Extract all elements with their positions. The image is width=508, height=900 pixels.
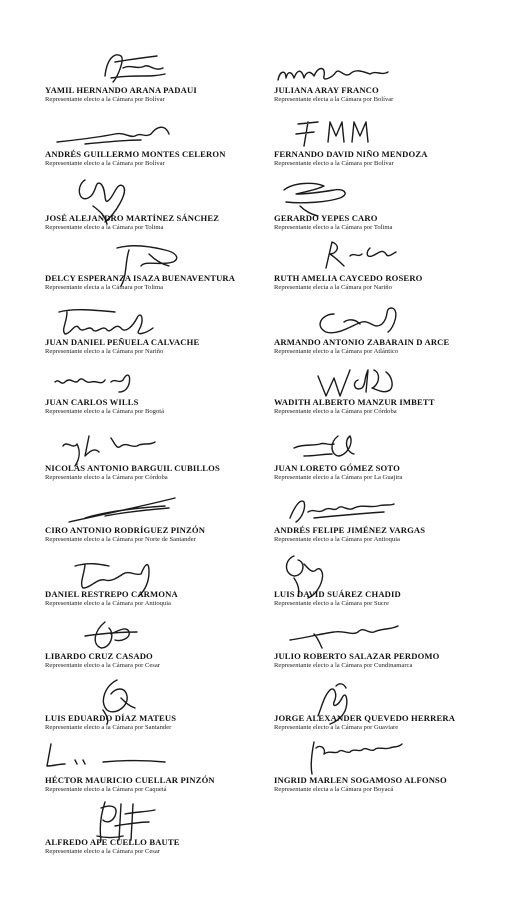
signatory-block (274, 300, 499, 360)
signatory-name: YAMIL HERNANDO ARANA PADAUI (45, 85, 197, 95)
signatory-name: HÉCTOR MAURICIO CUELLAR PINZÓN (45, 775, 215, 785)
signatory-block (45, 738, 270, 798)
signatory-block (274, 48, 499, 108)
signatory-name: LUIS EDUARDO DÍAZ MATEUS (45, 713, 177, 723)
signatory-block (45, 426, 270, 486)
signatory-role: Representante electo a la Cámara por Norte de Santander (45, 536, 196, 543)
signatory-role: Representante electo a la Cámara por Atlántico (274, 348, 399, 355)
signatory-block (45, 300, 270, 360)
signatory-name: ANDRÉS FELIPE JIMÉNEZ VARGAS (274, 525, 426, 535)
signatory-name: FERNANDO DAVID NIÑO MENDOZA (274, 149, 428, 159)
signatory-role: Representante electo a la Cámara por Bolívar (45, 160, 165, 167)
signatory-block (45, 800, 270, 860)
signatory-name: LIBARDO CRUZ CASADO (45, 651, 153, 661)
signatory-role: Representante electo a la Cámara por Caquetá (45, 786, 167, 793)
signatory-role: Representante electo a la Cámara por Santander (45, 724, 172, 731)
signatory-block (45, 676, 270, 736)
signatory-name: LUIS DAVID SUÁREZ CHADID (274, 589, 401, 599)
signatory-block (274, 676, 499, 736)
signatory-block (45, 552, 270, 612)
signatory-role: Representante electo a la Cámara por Córdoba (274, 408, 397, 415)
signatory-role: Representante electo a la Cámara por Bolívar (45, 96, 165, 103)
signatory-block (274, 236, 499, 296)
signatory-name: NICOLÁS ANTONIO BARGUIL CUBILLOS (45, 463, 220, 473)
signatory-name: DELCY ESPERANZA ISAZA BUENAVENTURA (45, 273, 236, 283)
signatory-role: Representante electo a la Cámara por Cundinamarca (274, 662, 413, 669)
signatory-name: INGRID MARLEN SOGAMOSO ALFONSO (274, 775, 447, 785)
signatory-block (45, 236, 270, 296)
signatory-name: ANDRÉS GUILLERMO MONTES CELERON (45, 149, 226, 159)
signatory-role: Representante electa a la Cámara por Boyacá (274, 786, 394, 793)
signatory-role: Representante electa a la Cámara por Tolima (45, 284, 164, 291)
signatory-role: Representante electo a la Cámara por Tolima (45, 224, 164, 231)
signatory-name: RUTH AMELIA CAYCEDO ROSERO (274, 273, 423, 283)
signatory-name: JUAN LORETO GÓMEZ SOTO (274, 463, 400, 473)
signatory-role: Representante electo a la Cámara por Antioquia (274, 536, 400, 543)
signatory-block (274, 112, 499, 172)
signatory-role: Representante electo a la Cámara por Sucre (274, 600, 389, 607)
signatory-role: Representante electo a la Cámara por Cesar (45, 662, 160, 669)
signatory-role: Representante electo a la Cámara por Córdoba (45, 474, 168, 481)
signatory-name: JULIANA ARAY FRANCO (274, 85, 379, 95)
signatory-block (274, 176, 499, 236)
signatory-block (274, 552, 499, 612)
signatory-block (45, 488, 270, 548)
signatory-name: JOSÉ ALEJANDRO MARTÍNEZ SÁNCHEZ (45, 213, 220, 223)
signatory-name: JULIO ROBERTO SALAZAR PERDOMO (274, 651, 440, 661)
signatory-block (274, 738, 499, 798)
signatory-role: Representante electa a la Cámara por Nariño (274, 284, 392, 291)
signatory-role: Representante electa a la Cámara por Bolívar (274, 96, 394, 103)
signatory-block (45, 48, 270, 108)
signatory-name: JUAN CARLOS WILLS (45, 397, 139, 407)
signatory-block (45, 112, 270, 172)
signatory-name: ALFREDO APE CUELLO BAUTE (45, 837, 180, 847)
signatory-block (274, 360, 499, 420)
signatory-name: JORGE ALEXANDER QUEVEDO HERRERA (274, 713, 456, 723)
signatory-role: Representante electo a la Cámara por Bolívar (274, 160, 394, 167)
signatory-name: CIRO ANTONIO RODRÍGUEZ PINZÓN (45, 525, 206, 535)
signatory-block (274, 488, 499, 548)
signatory-name: ARMANDO ANTONIO ZABARAIN D ARCE (274, 337, 450, 347)
signatory-role: Representante electo a la Cámara por Cesar (45, 848, 160, 855)
signatory-role: Representante electo a la Cámara por Guaviare (274, 724, 399, 731)
signatory-name: WADITH ALBERTO MANZUR IMBETT (274, 397, 435, 407)
signatory-block (45, 360, 270, 420)
signatory-block (274, 614, 499, 674)
signatory-role: Representante electo a la Cámara por La Guajira (274, 474, 403, 481)
signatory-name: GERARDO YEPES CARO (274, 213, 378, 223)
signatory-role: Representante electo a la Cámara por Antioquia (45, 600, 171, 607)
signatory-name: JUAN DANIEL PEÑUELA CALVACHE (45, 337, 200, 347)
signatory-role: Representante electo a la Cámara por Nariño (45, 348, 164, 355)
signatory-block (45, 614, 270, 674)
signatory-name: DANIEL RESTREPO CARMONA (45, 589, 178, 599)
signatory-role: Representante electo a la Cámara por Bogotá (45, 408, 165, 415)
signatory-block (45, 176, 270, 236)
signatory-role: Representante electo a la Cámara por Tolima (274, 224, 393, 231)
signatory-block (274, 426, 499, 486)
